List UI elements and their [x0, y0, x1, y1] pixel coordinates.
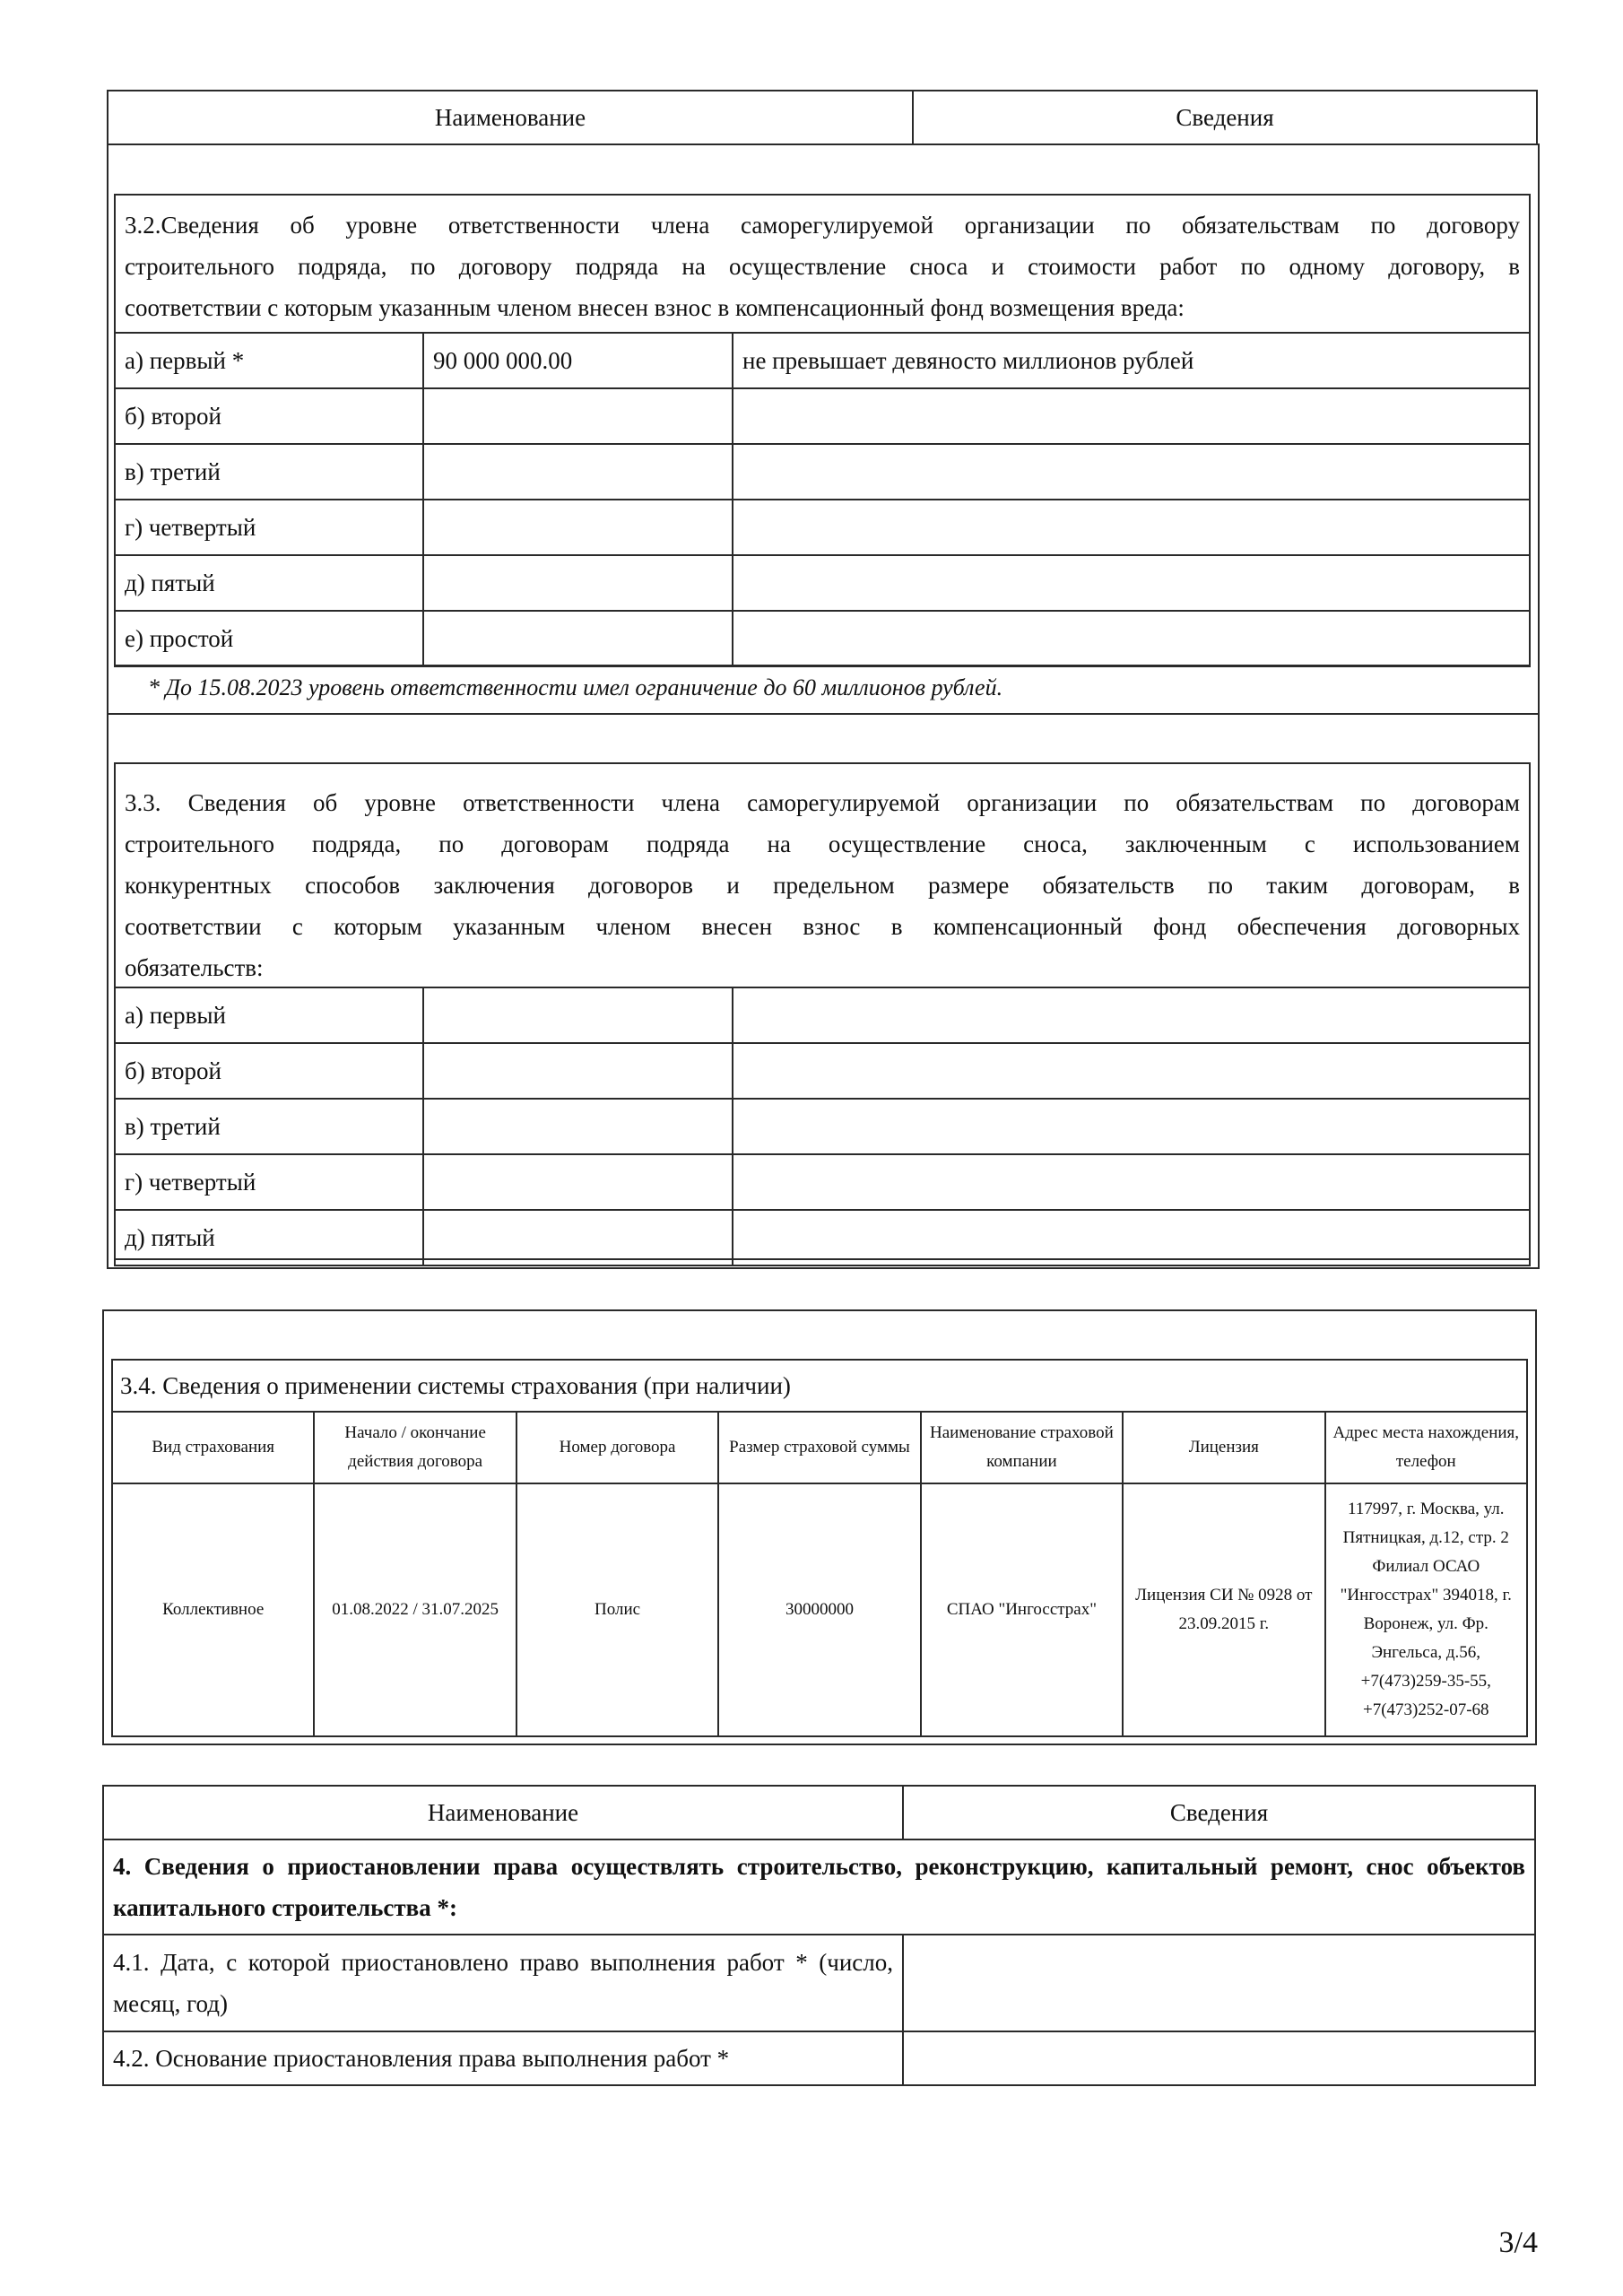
- header-name-cell: Наименование: [108, 91, 913, 144]
- insurance-header-row: [112, 1412, 1527, 1483]
- table-row: [103, 2031, 1535, 2085]
- table-row: [115, 987, 1530, 1043]
- title-line: 3.3. Сведения об уровне ответственности члена саморегулируемой организации по обязательствам по договорам: [125, 789, 1520, 816]
- section-3-2-levels-table: [114, 332, 1531, 667]
- level-cell: д) пятый: [115, 555, 423, 611]
- amount-cell: [423, 1043, 733, 1099]
- amount-cell: [423, 611, 733, 666]
- suspension-basis-label: 4.2. Основание приостановления права выполнения работ *: [103, 2031, 903, 2085]
- header-info-cell: Сведения: [903, 1786, 1535, 1839]
- insurance-table: [111, 1359, 1528, 1737]
- table-row: [115, 555, 1530, 611]
- column-header: Лицензия: [1123, 1412, 1324, 1483]
- section-4-table: [102, 1785, 1536, 2086]
- insurance-address-cell: 117997, г. Москва, ул. Пятницкая, д.12, стр. 2 Филиал ОСАО "Ингосстрах" 394018, г. Воронеж, ул. Фр. Энгельса, д.56, +7(473)259-35-55, +7(473)252-07-68: [1325, 1483, 1527, 1736]
- table-row: [115, 1043, 1530, 1099]
- header-name-cell: Наименование: [103, 1786, 903, 1839]
- level-cell: в) третий: [115, 444, 423, 500]
- column-header: Вид страхования: [112, 1412, 314, 1483]
- title-line: 3.2.Сведения об уровне ответственности члена саморегулируемой организации по обязательствам по договору: [125, 212, 1520, 239]
- desc-cell: [733, 611, 1530, 666]
- desc-cell: [733, 444, 1530, 500]
- column-header: Начало / окончание действия договора: [314, 1412, 516, 1483]
- section-divider: [107, 713, 1540, 715]
- amount-cell: [423, 500, 733, 555]
- section-4-title-row: [103, 1839, 1535, 1935]
- suspension-date-label: 4.1. Дата, с которой приостановлено право выполнения работ * (число, месяц, год): [103, 1935, 903, 2031]
- desc-cell: [733, 500, 1530, 555]
- section-3-4-title: 3.4. Сведения о применении системы страхования (при наличии): [112, 1360, 1527, 1412]
- page-number: 3/4: [1498, 2226, 1538, 2259]
- table-row: [115, 500, 1530, 555]
- table-row: [115, 388, 1530, 444]
- title-line: соответствии с которым указанным членом внесен взнос в компенсационный фонд возмещения вреда:: [125, 294, 1185, 321]
- level-cell: г) четвертый: [115, 500, 423, 555]
- insurance-type-cell: Коллективное: [112, 1483, 314, 1736]
- section-3-2-title: [116, 196, 1529, 332]
- title-line: конкурентных способов заключения договоров и предельном размере обязательств по таким договорам, в: [125, 872, 1520, 899]
- section-4-title: 4. Сведения о приостановлении права осуществлять строительство, реконструкцию, капитальный ремонт, снос объектов капитального строительства *:: [103, 1839, 1535, 1935]
- title-line: строительного подряда, по договорам подряда на осуществление сноса, заключенным с использованием: [125, 831, 1520, 857]
- desc-cell: [733, 1099, 1530, 1154]
- amount-cell: [423, 1210, 733, 1265]
- level-cell: а) первый *: [115, 333, 423, 388]
- table-row: [112, 1483, 1527, 1736]
- table-row: [103, 1935, 1535, 2031]
- header-info-cell: Сведения: [913, 91, 1537, 144]
- level-cell: а) первый: [115, 987, 423, 1043]
- insurance-number-cell: Полис: [516, 1483, 718, 1736]
- level-cell: г) четвертый: [115, 1154, 423, 1210]
- amount-cell: [423, 444, 733, 500]
- amount-cell: [423, 388, 733, 444]
- amount-cell: [423, 1099, 733, 1154]
- insurance-company-cell: СПАО "Ингосстрах": [921, 1483, 1123, 1736]
- desc-cell: не превышает девяносто миллионов рублей: [733, 333, 1530, 388]
- table-row: [115, 333, 1530, 388]
- level-cell: б) второй: [115, 1043, 423, 1099]
- desc-cell: [733, 388, 1530, 444]
- title-line: строительного подряда, по договору подряда на осуществление сноса и стоимости работ по одному договору, в: [125, 253, 1520, 280]
- desc-cell: [733, 1154, 1530, 1210]
- amount-cell: [423, 555, 733, 611]
- suspension-date-value: [903, 1935, 1535, 2031]
- suspension-basis-value: [903, 2031, 1535, 2085]
- insurance-period-cell: 01.08.2022 / 31.07.2025: [314, 1483, 516, 1736]
- insurance-license-cell: Лицензия СИ № 0928 от 23.09.2015 г.: [1123, 1483, 1324, 1736]
- section-4-header-row: [103, 1786, 1535, 1839]
- desc-cell: [733, 987, 1530, 1043]
- column-header: Размер страховой суммы: [718, 1412, 920, 1483]
- level-cell: б) второй: [115, 388, 423, 444]
- insurance-sum-cell: 30000000: [718, 1483, 920, 1736]
- desc-cell: [733, 555, 1530, 611]
- amount-cell: 90 000 000.00: [423, 333, 733, 388]
- top-header-table: [107, 90, 1538, 145]
- column-header: Номер договора: [516, 1412, 718, 1483]
- column-header: Адрес места нахождения, телефон: [1325, 1412, 1527, 1483]
- section-3-2-note: * До 15.08.2023 уровень ответственности имел ограничение до 60 миллионов рублей.: [148, 674, 1003, 700]
- section-3-3-levels-table: [114, 987, 1531, 1266]
- amount-cell: [423, 1154, 733, 1210]
- table-row: [115, 444, 1530, 500]
- table-row: [115, 1099, 1530, 1154]
- section-3-3-title: [116, 773, 1529, 992]
- amount-cell: [423, 987, 733, 1043]
- level-cell: в) третий: [115, 1099, 423, 1154]
- table-row: [115, 1210, 1530, 1265]
- title-line: обязательств:: [125, 954, 264, 981]
- level-cell: е) простой: [115, 611, 423, 666]
- table-row: [115, 1154, 1530, 1210]
- column-header: Наименование страховой компании: [921, 1412, 1123, 1483]
- title-line: соответствии с которым указанным членом внесен взнос в компенсационный фонд обеспечения договорных: [125, 913, 1520, 940]
- level-cell: д) пятый: [115, 1210, 423, 1265]
- desc-cell: [733, 1210, 1530, 1265]
- insurance-title-row: [112, 1360, 1527, 1412]
- desc-cell: [733, 1043, 1530, 1099]
- table-row: [115, 611, 1530, 666]
